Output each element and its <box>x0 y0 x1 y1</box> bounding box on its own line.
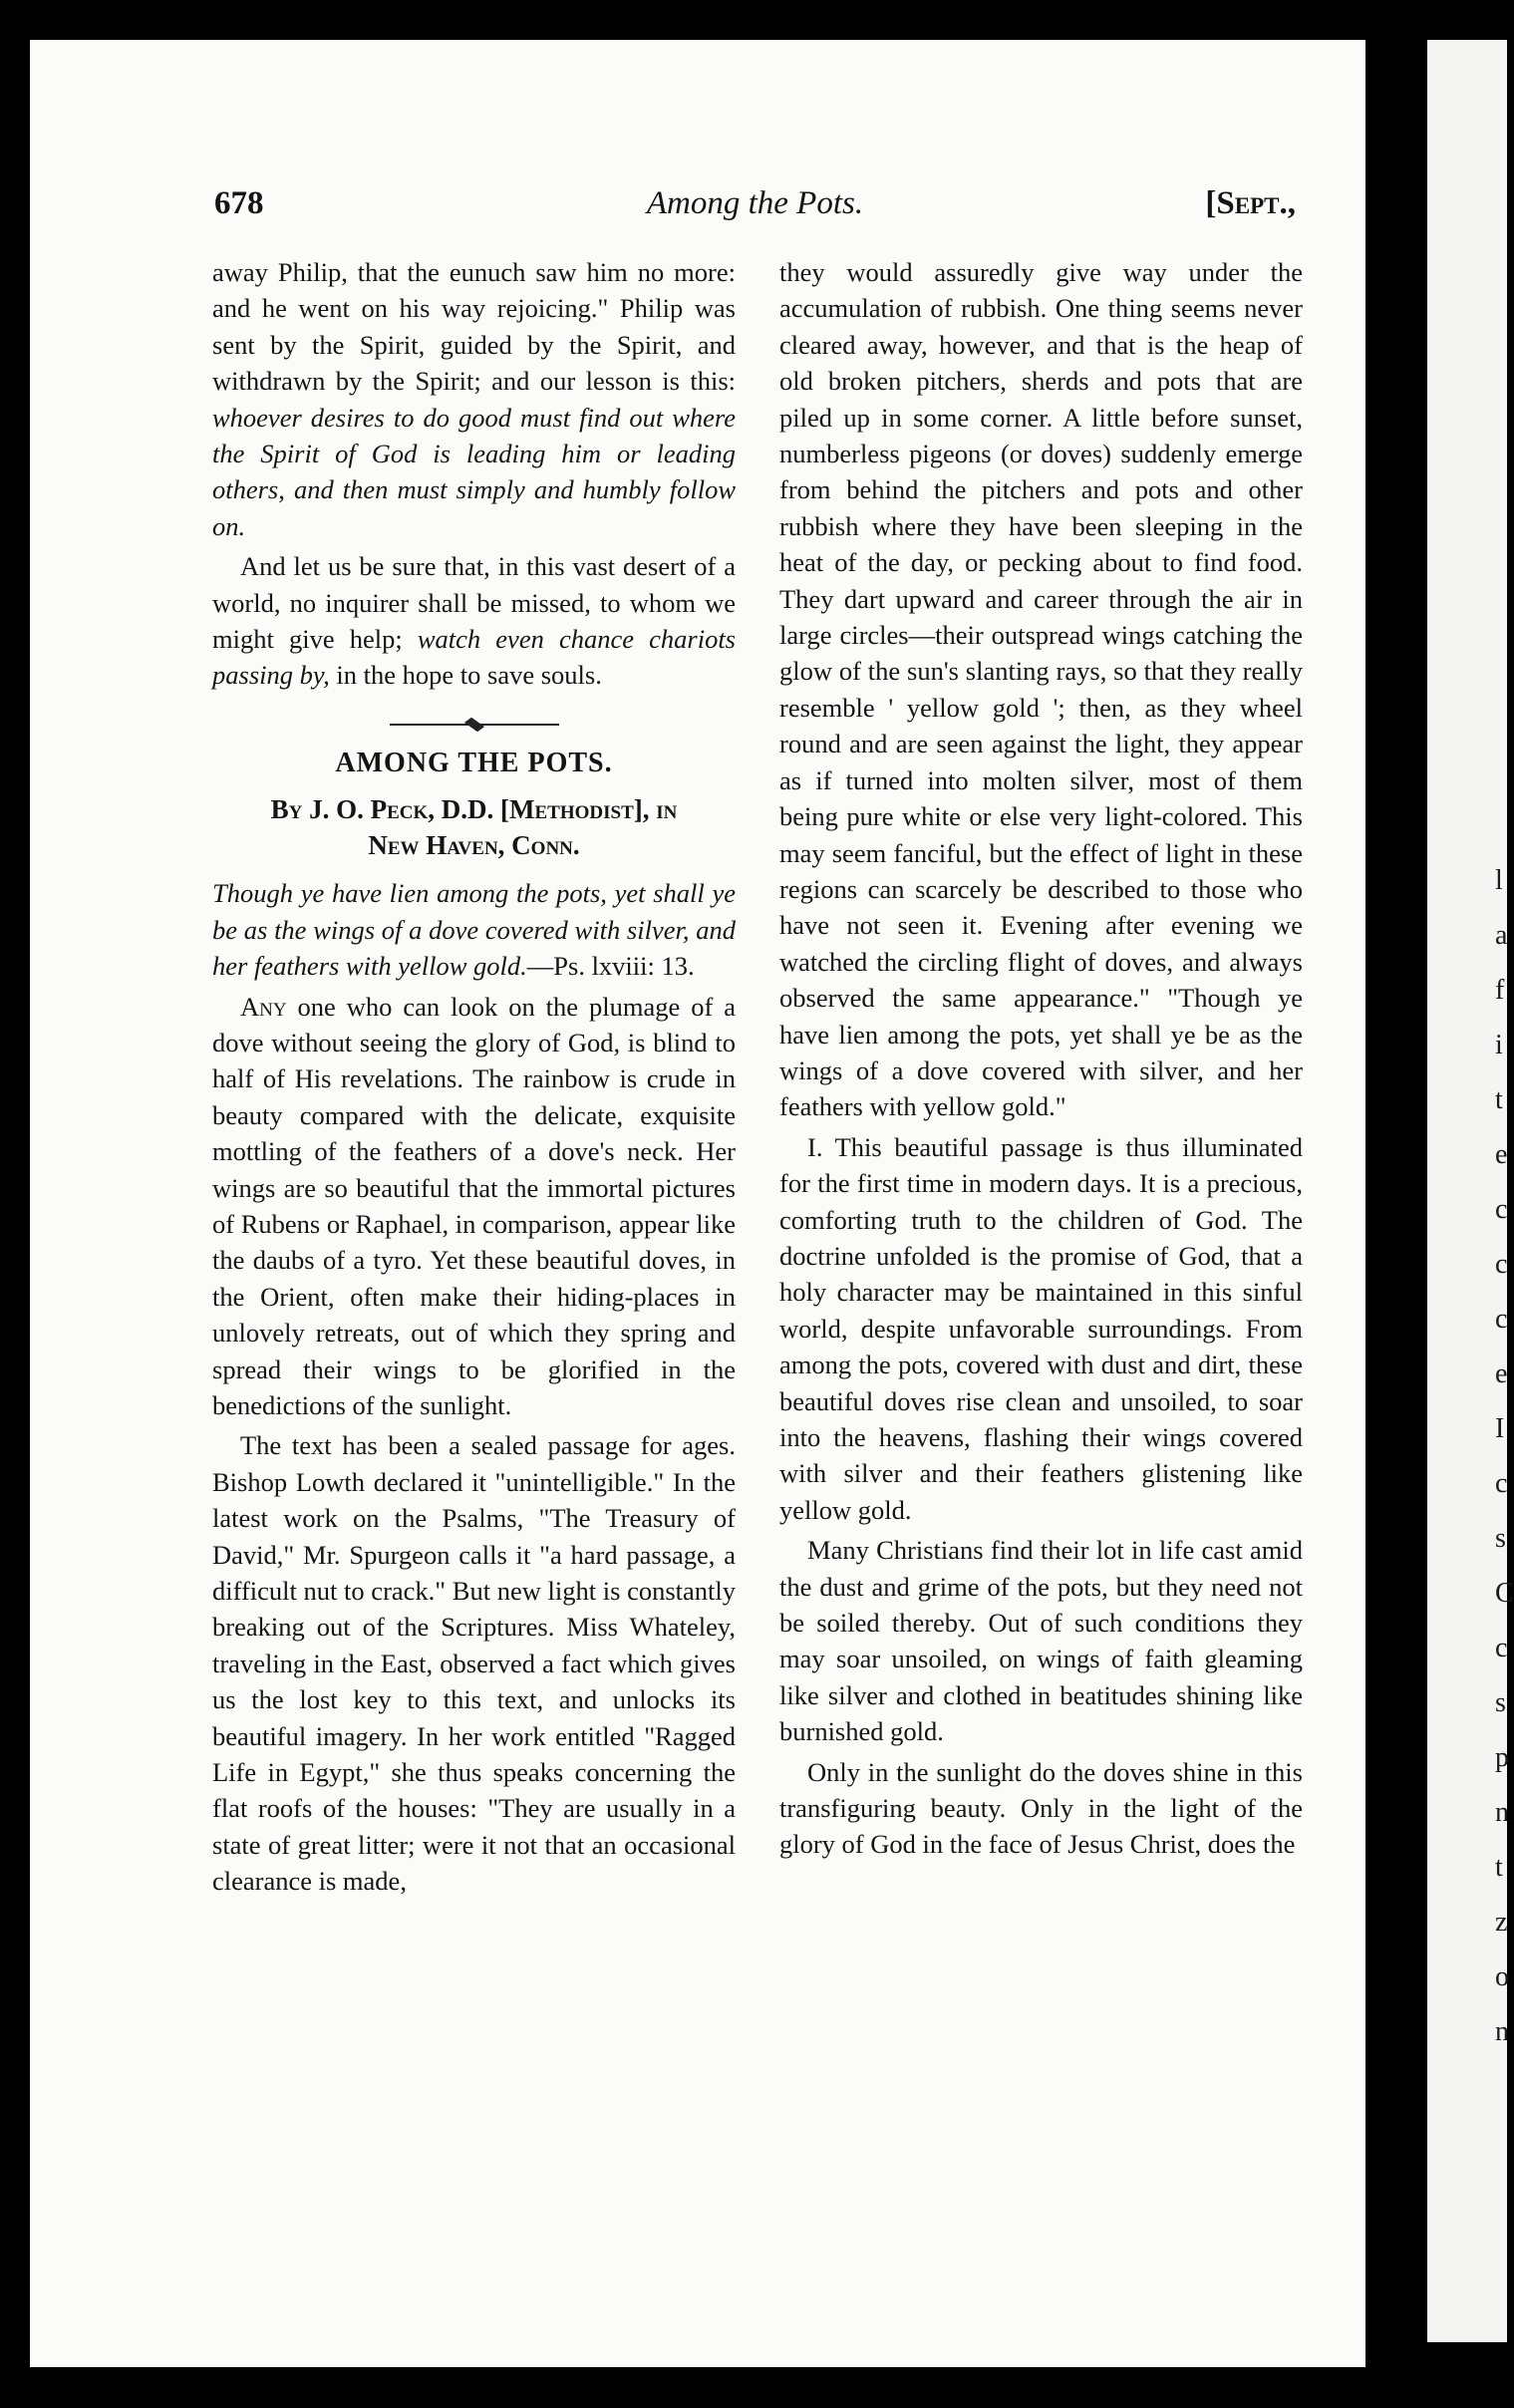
edge-letter: s <box>1495 1523 1506 1554</box>
edge-letter: c <box>1495 1249 1508 1280</box>
edge-letter: f <box>1495 975 1505 1006</box>
paragraph: they would assuredly give way under the accumulation of rubbish. One thing seems never cleared away, however, and that is the heap of old broken pitchers, sherds and pots that are piled up in some corner. A little before sunset, numberless pigeons (or doves) suddenly emerge from behind the pitchers and pots and other rubbish where they have been sleeping in the heat of the day, or pecking about to find food. They dart upward and career through the air in large circles—their outspread wings catching the glow of the sun's slanting rays, so that they really resemble ' yellow gold '; then, as they wheel round and are seen against the light, they appear as if turned into molten silver, most of them being pure white or else very light-colored. This may seem fanciful, but the effect of light in these regions can scarcely be described to those who have not seen it. Evening after evening we watched the circling flight of doves, and always observed the same appearance." "Though ye have lien among the pots, yet shall ye be as the wings of a dove covered with silver, and her feathers with yellow gold." <box>779 257 1303 1122</box>
edge-letter: n <box>1495 2016 1509 2047</box>
right-column <box>779 254 1303 1863</box>
facing-page-edge <box>1427 40 1514 2342</box>
byline: By J. O. Peck, D.D. [Methodist], in New Haven, Conn. <box>270 794 678 861</box>
paragraph: The text has been a sealed passage for ages. Bishop Lowth declared it "unintelligible." In the latest work on the Psalms, "The Treasury of David," Mr. Spurgeon calls it "a hard passage, a difficult nut to crack." But new light is constantly breaking out of the Scriptures. Miss Whateley, traveling in the East, observed a fact which gives us the lost key to this text, and unlocks its beautiful imagery. In her work entitled "Ragged Life in Egypt," she thus speaks concerning the flat roofs of the houses: "They are usually in a state of great litter; were it not that an occasional clearance is made, <box>212 1430 736 1897</box>
paragraph: away Philip, that the eunuch saw him no more: and he went on his way rejoicing." Philip was sent by the Spirit, guided by the Spirit, and withdrawn by the Spirit; and our lesson is this: whoever desires to do good must find out where the Spirit of God is leading him or leading others, and then must simply and humbly follow on. <box>212 257 736 541</box>
edge-letter: t <box>1495 1852 1503 1883</box>
edge-letter: o <box>1495 1961 1509 1992</box>
edge-letter: C <box>1495 1578 1514 1609</box>
edge-letter: l <box>1495 865 1503 896</box>
paragraph: Only in the sunlight do the doves shine in this transfiguring beauty. Only in the light of the glory of God in the face of Jesus Christ, does the <box>779 1756 1303 1860</box>
edge-letter: i <box>1495 1030 1503 1060</box>
paragraph: I. This beautiful passage is thus illuminated for the first time in modern days. It is a precious, comforting truth to the children of God. The doctrine unfolded is the promise of God, that a holy character may be maintained in this sinful world, despite unfavorable surroundings. From among the pots, covered with dust and dirt, these beautiful doves rise clean and unsoiled, to soar into the heavens, flashing their wings covered with silver and their feathers glistening like yellow gold. <box>779 1131 1303 1525</box>
scripture-reference: —Ps. lxviii: 13. <box>526 951 695 982</box>
edge-letter: c <box>1495 1304 1508 1335</box>
edge-letter: z <box>1495 1907 1508 1938</box>
edge-letter: c <box>1495 1468 1508 1499</box>
running-month: [Sept., <box>1205 185 1296 221</box>
edge-letter: e <box>1495 1139 1508 1170</box>
epigraph: Though ye have lien among the pots, yet shall ye be as the wings of a dove covered with silver, and her feathers with yellow gold.—Ps. lxviii: 13. <box>212 878 736 982</box>
edge-letter: I <box>1495 1413 1505 1444</box>
edge-letter: c <box>1495 1194 1508 1225</box>
running-title: Among the Pots. <box>646 185 864 221</box>
edge-letter: s <box>1495 1687 1506 1718</box>
edge-letter: n <box>1495 1797 1509 1828</box>
italic-emphasis: whoever desires to do good must find out where the Spirit of God is leading him or leading others, and then must simply and humbly follow on. <box>212 402 736 541</box>
section-divider-ornament <box>390 718 559 732</box>
page-number: 678 <box>214 185 264 221</box>
lead-word: Any <box>240 991 287 1022</box>
edge-letter: t <box>1495 1084 1503 1115</box>
paragraph: Any one who can look on the plumage of a dove without seeing the glory of God, is blind to half of His revelations. The rainbow is crude in beauty compared with the delicate, exquisite mottling of the feathers of a dove's neck. Her wings are so beautiful that the immortal pictures of Rubens or Raphael, in comparison, appear like the daubs of a tyro. Yet these beautiful doves, in the Orient, often make their hiding-places in unlovely retreats, out of which they spring and spread their wings to be glorified in the benedictions of the sunlight. <box>212 991 736 1420</box>
edge-letter: a <box>1495 920 1508 951</box>
italic-emphasis: watch even chance chariots passing by, <box>212 624 736 691</box>
edge-letter: c <box>1495 1633 1508 1663</box>
paragraph: Many Christians find their lot in life cast amid the dust and grime of the pots, but they need not be soiled thereby. Out of such conditions they may soar unsoiled, on wings of faith gleaming like silver and clothed in beatitudes shining like burnished gold. <box>779 1535 1303 1747</box>
paragraph: And let us be sure that, in this vast desert of a world, no inquirer shall be missed, to whom we might give help; watch even chance chariots passing by, in the hope to save souls. <box>212 551 736 691</box>
running-head <box>214 181 1296 225</box>
edge-letter: p <box>1495 1742 1509 1773</box>
edge-letter: e <box>1495 1358 1508 1389</box>
article-title: AMONG THE POTS. <box>335 747 613 778</box>
left-column <box>212 254 736 1900</box>
